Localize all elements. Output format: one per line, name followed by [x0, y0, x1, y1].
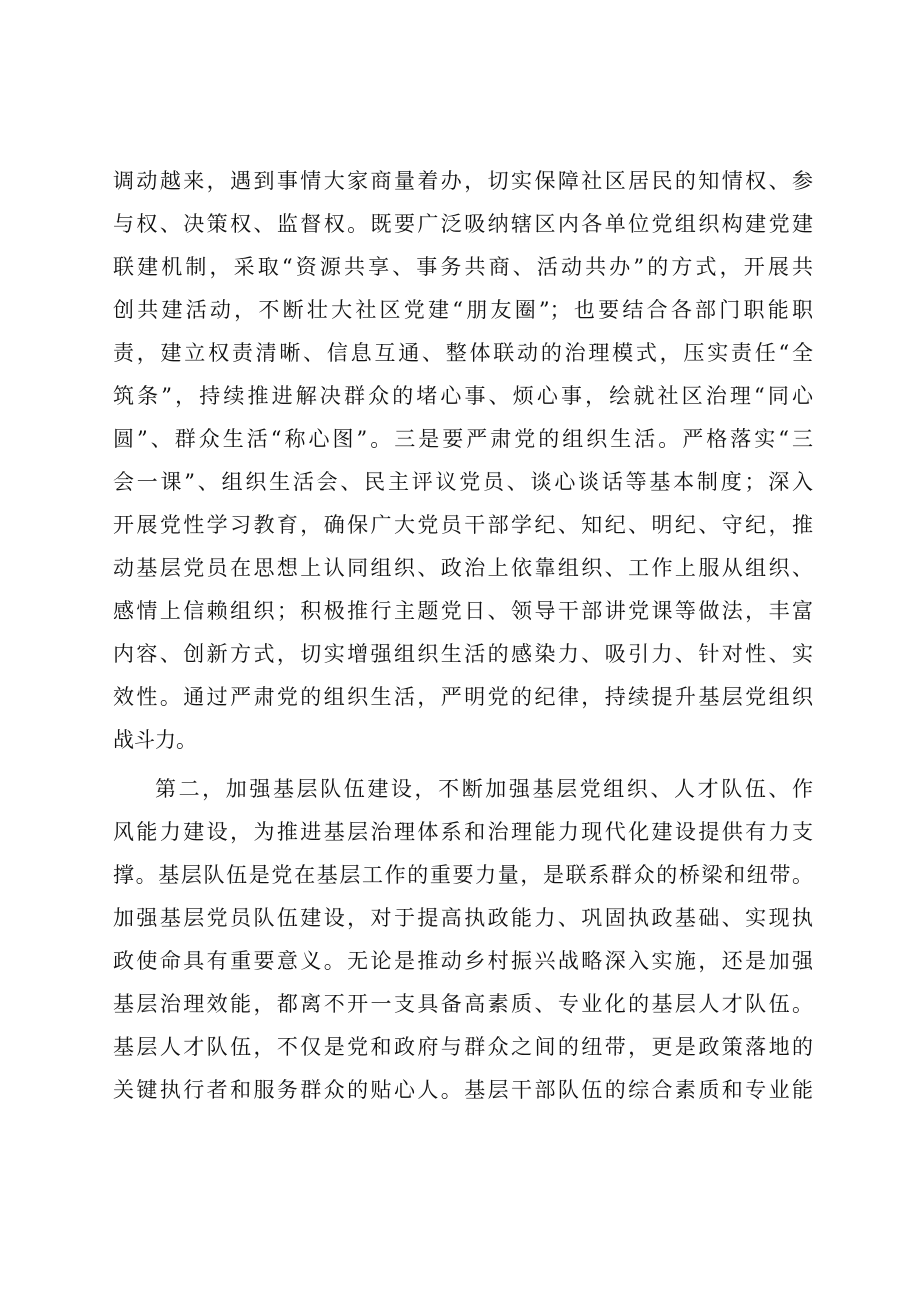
text-line: 战斗力。: [113, 728, 197, 752]
text-line: 内容、创新方式，切实增强组织生活的感染力、吸引力、针对性、实: [113, 642, 813, 666]
text-line: 会一课”、组织生活会、民主评议党员、谈心谈话等基本制度；深入: [113, 470, 813, 494]
text-line: 筑条”，持续推进解决群众的堵心事、烦心事，绘就社区治理“同心: [113, 384, 813, 408]
text-line: 效性。通过严肃党的组织生活，严明党的纪律，持续提升基层党组织: [113, 685, 813, 709]
text-line: 调动越来，遇到事情大家商量着办，切实保障社区居民的知情权、参: [113, 169, 813, 193]
text-line: 圆”、群众生活“称心图”。三是要严肃党的组织生活。严格落实“三: [113, 427, 813, 451]
text-line: 撑。基层队伍是党在基层工作的重要力量，是联系群众的桥梁和纽带。: [113, 863, 813, 887]
text-line: 联建机制，采取“资源共享、事务共商、活动共办”的方式，开展共: [113, 255, 813, 279]
text-line: 政使命具有重要意义。无论是推动乡村振兴战略深入实施，还是加强: [113, 949, 813, 973]
text-line: 感情上信赖组织；积极推行主题党日、领导干部讲党课等做法，丰富: [113, 599, 813, 623]
text-line: 关键执行者和服务群众的贴心人。基层干部队伍的综合素质和专业能: [113, 1078, 813, 1102]
document-body: [113, 160, 813, 1112]
text-line: 基层治理效能，都离不开一支具备高素质、专业化的基层人才队伍。: [113, 992, 813, 1016]
text-line: 基层人才队伍，不仅是党和政府与群众之间的纽带，更是政策落地的: [113, 1035, 813, 1059]
paragraph-1: [113, 160, 813, 762]
text-line: 与权、决策权、监督权。既要广泛吸纳辖区内各单位党组织构建党建: [113, 212, 813, 236]
text-line: 第二，加强基层队伍建设，不断加强基层党组织、人才队伍、作: [155, 777, 813, 801]
text-line: 责，建立权责清晰、信息互通、整体联动的治理模式，压实责任“全: [113, 341, 813, 365]
text-line: 动基层党员在思想上认同组织、政治上依靠组织、工作上服从组织、: [113, 556, 813, 580]
text-line: 创共建活动，不断壮大社区党建“朋友圈”；也要结合各部门职能职: [113, 298, 813, 322]
text-line: 开展党性学习教育，确保广大党员干部学纪、知纪、明纪、守纪，推: [113, 513, 813, 537]
paragraph-2: [113, 768, 813, 1112]
text-line: 加强基层党员队伍建设，对于提高执政能力、巩固执政基础、实现执: [113, 906, 813, 930]
text-line: 风能力建设，为推进基层治理体系和治理能力现代化建设提供有力支: [113, 820, 813, 844]
